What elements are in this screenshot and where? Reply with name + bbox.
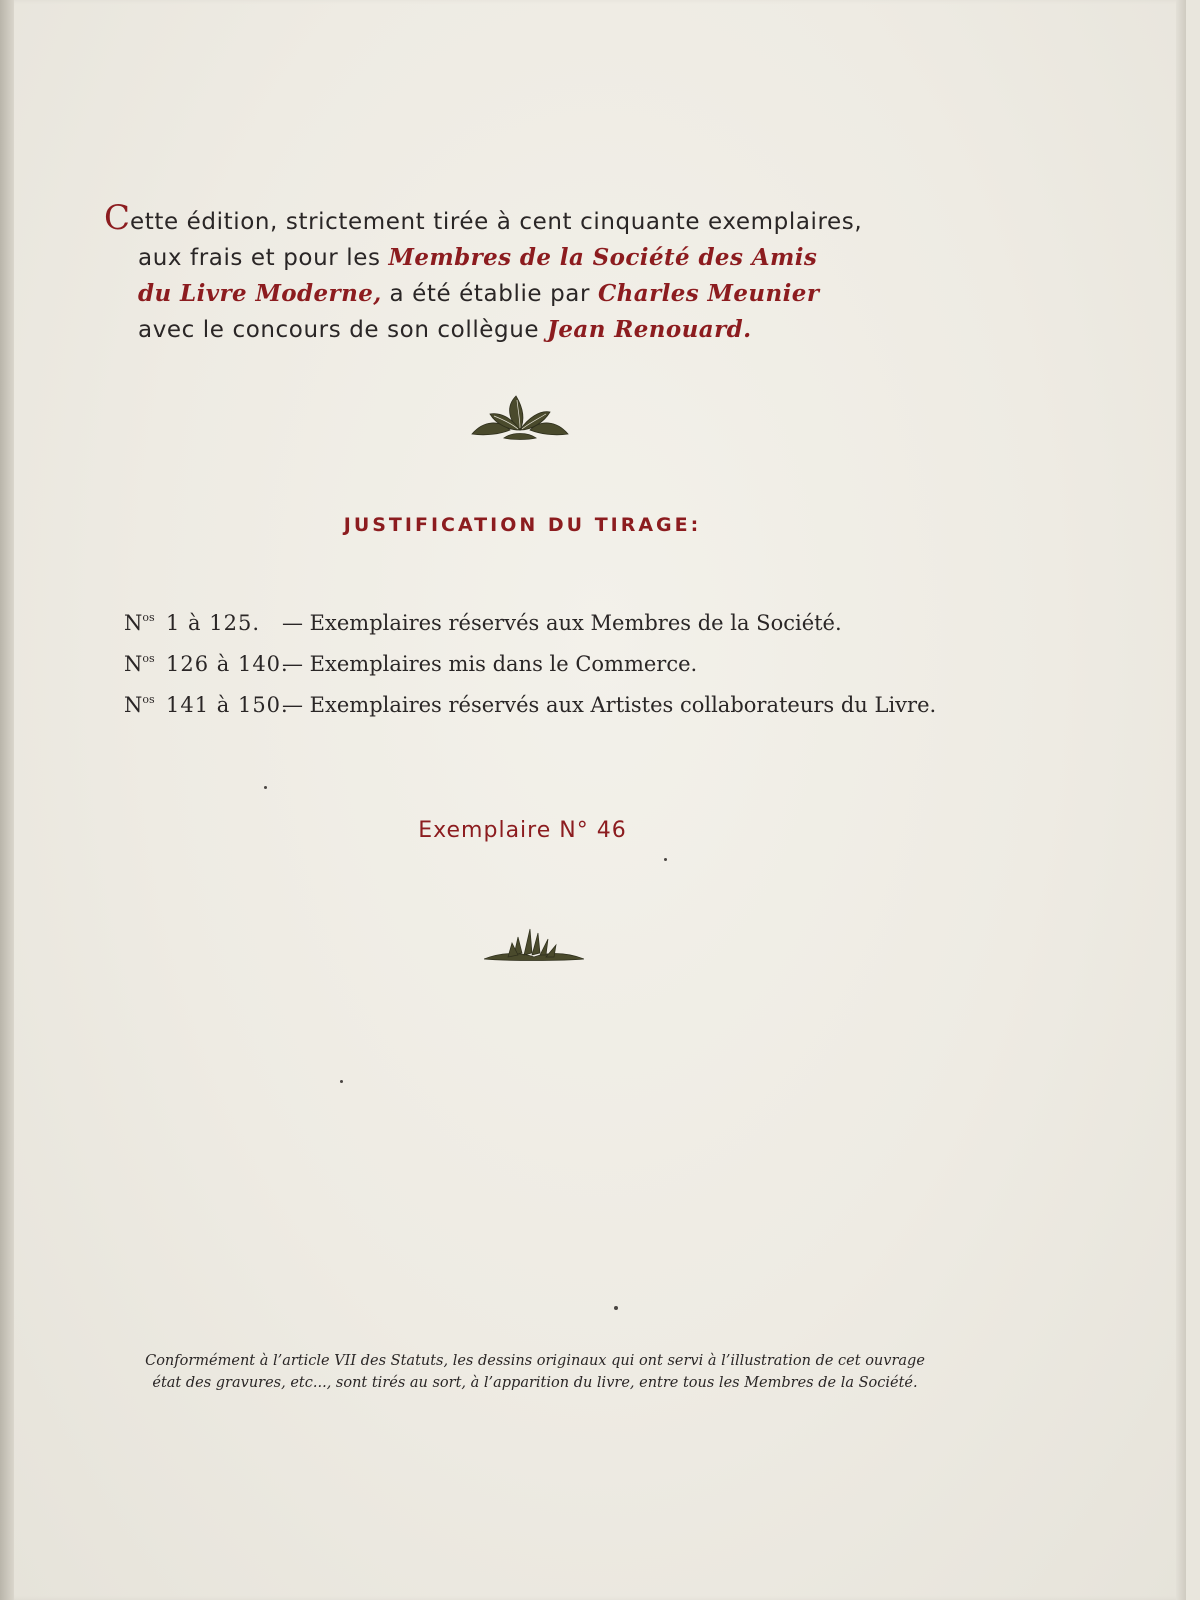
colophon-line-3 [104, 276, 964, 312]
society-name: Membres de la Société des Amis [388, 244, 818, 271]
binder-name: Charles Meunier [597, 280, 820, 307]
footnote-line-2: état des gravures, etc..., sont tirés au sort, à l’apparition du livre, entre tous les Membres de la Société. [152, 1375, 918, 1391]
paper-speck [614, 1306, 618, 1310]
print-run-list [124, 600, 936, 723]
print-run-row [124, 600, 936, 641]
colophon-line-2 [104, 240, 964, 276]
numbers-abbrev: $N^{os}$ [124, 611, 155, 635]
society-name-cont: du Livre Moderne, [138, 280, 382, 307]
copy-description: — Exemplaires réservés aux Membres de la Société. [282, 611, 842, 635]
paper-speck [264, 786, 267, 789]
copy-description: — Exemplaires mis dans le Commerce. [282, 652, 698, 676]
numbers-abbrev: $N^{os}$ [124, 652, 155, 676]
leaf-ornament-icon [470, 390, 570, 442]
drop-cap: C [104, 198, 131, 238]
copy-number: Exemplaire N° 46 [418, 818, 627, 843]
copy-description: — Exemplaires réservés aux Artistes collaborateurs du Livre. [282, 693, 937, 717]
print-run-row [124, 682, 936, 723]
copy-range: 1 à 125. [166, 611, 260, 635]
copy-range: 141 à 150. [166, 693, 289, 717]
paper-speck [340, 1080, 343, 1083]
colophon-text: ette édition, strictement tirée à cent cinquante exemplaires, [130, 209, 863, 235]
copy-range: 126 à 140. [166, 652, 289, 676]
paper-speck [664, 858, 667, 861]
footnote-line-1: Conformément à l’article VII des Statuts, les dessins originaux qui ont servi à l’illustration de cet ouvrage [145, 1353, 925, 1369]
colophon-paragraph [104, 200, 964, 348]
page-right-edge [1176, 0, 1186, 1600]
statutes-footnote [110, 1350, 960, 1394]
page-gutter-shadow [0, 0, 14, 1600]
colophon-line-4 [104, 312, 964, 348]
justification-heading: JUSTIFICATION DU TIRAGE: [343, 514, 702, 536]
numbers-abbrev: $N^{os}$ [124, 693, 155, 717]
print-run-row [124, 641, 936, 682]
colophon-text: aux frais et pour les [138, 245, 389, 271]
colophon-text: avec le concours de son collègue [138, 317, 548, 343]
grass-ornament-icon [484, 925, 584, 965]
colleague-name: Jean Renouard. [547, 316, 752, 343]
colophon-line-1 [104, 200, 964, 240]
colophon-text: a été établie par [381, 281, 598, 307]
